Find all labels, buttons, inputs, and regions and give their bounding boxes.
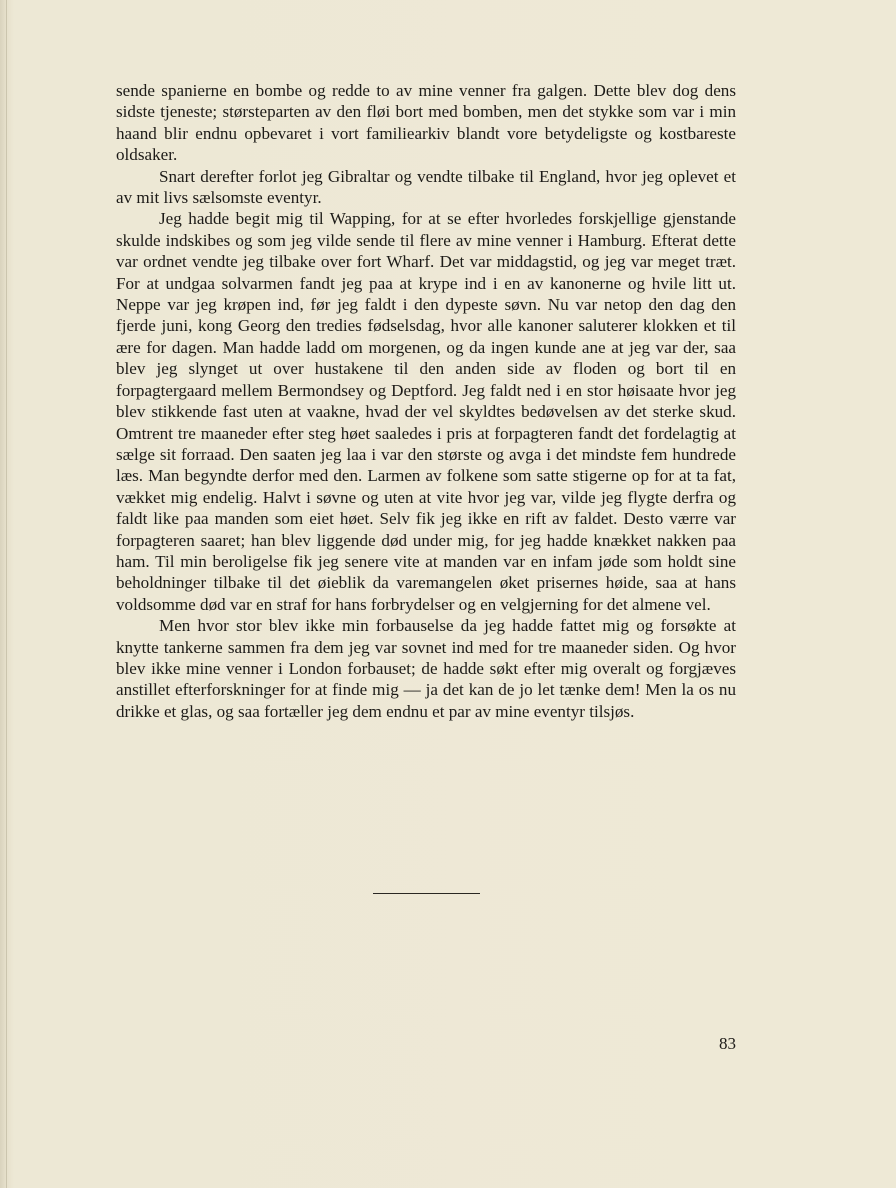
body-text bbox=[116, 80, 736, 722]
page-binding-edge bbox=[6, 0, 7, 1188]
paragraph-1: sende spanierne en bombe og redde to av mine venner fra galgen. Dette blev dog dens sidste tjeneste; størsteparten av den fløi bort med bomben, men det stykke som var i min haand blir endnu opbevaret i vort familiearkiv blandt vore betydeligste og kostbareste oldsaker. bbox=[116, 81, 736, 165]
paragraph-4: Men hvor stor blev ikke min forbauselse da jeg hadde fattet mig og forsøkte at knytte tankerne sammen fra dem jeg var sovnet ind med for tre maaneder siden. Og hvor blev ikke mine venner i London forbauset; de hadde søkt efter mig overalt og forgjæves anstillet efterforskninger for at finde mig — ja det kan de jo let tænke dem! Men la os nu drikke et glas, og saa fortæller jeg dem endnu et par av mine eventyr tilsjøs. bbox=[116, 616, 736, 721]
section-divider-rule bbox=[373, 893, 480, 894]
paragraph-2: Snart derefter forlot jeg Gibraltar og vendte tilbake til England, hvor jeg oplevet et av mit livs sælsomste eventyr. bbox=[116, 166, 736, 208]
paragraph-3: Jeg hadde begit mig til Wapping, for at se efter hvorledes forskjellige gjenstande skulde indskibes og som jeg vilde sende til flere av mine venner i Hamburg. Efterat dette var ordnet vendte jeg tilbake over fort Wharf. Det var middagstid, og jeg var meget træt. For at undgaa solvarmen fandt jeg paa at krype ind i en av kanonerne og hvile litt ut. Neppe var jeg krøpen ind, før jeg faldt i den dypeste søvn. Nu var netop den dag den fjerde juni, kong Georg den tredies fødselsdag, hvor alle kanoner saluterer klokken et til ære for dagen. Man hadde ladd om morgenen, og da ingen kunde ane at jeg var der, saa blev jeg slynget ut over hustakene til den anden side av floden og bort til en forpagtergaard mellem Bermondsey og Deptford. Jeg faldt ned i en stor høisaate hvor jeg blev stikkende fast uten at vaakne, hvad der vel skyldtes bedøvelsen av det sterke skud. Omtrent tre maaneder efter steg høet saaledes i pris at forpagteren fandt det fordelagtig at sælge sit forraad. Den saaten jeg laa i var den største og avga i det mindste fem hundrede læs. Man begyndte derfor med den. Larmen av folkene som satte stigerne op for at ta fat, vækket mig endelig. Halvt i søvne og uten at vite hvor jeg var, vilde jeg flygte derfra og faldt like paa manden som eiet høet. Selv fik jeg ikke en rift av faldet. Desto værre var forpagteren saaret; han blev liggende død under mig, for jeg hadde knækket nakken paa ham. Til min beroligelse fik jeg senere vite at manden var en infam jøde som holdt sine beholdninger tilbake til det øieblik da varemangelen øket prisernes høide, saa at hans voldsomme død var en straf for hans forbrydelser og en velgjerning for det almene vel. bbox=[116, 209, 736, 614]
page-number: 83 bbox=[719, 1034, 736, 1053]
